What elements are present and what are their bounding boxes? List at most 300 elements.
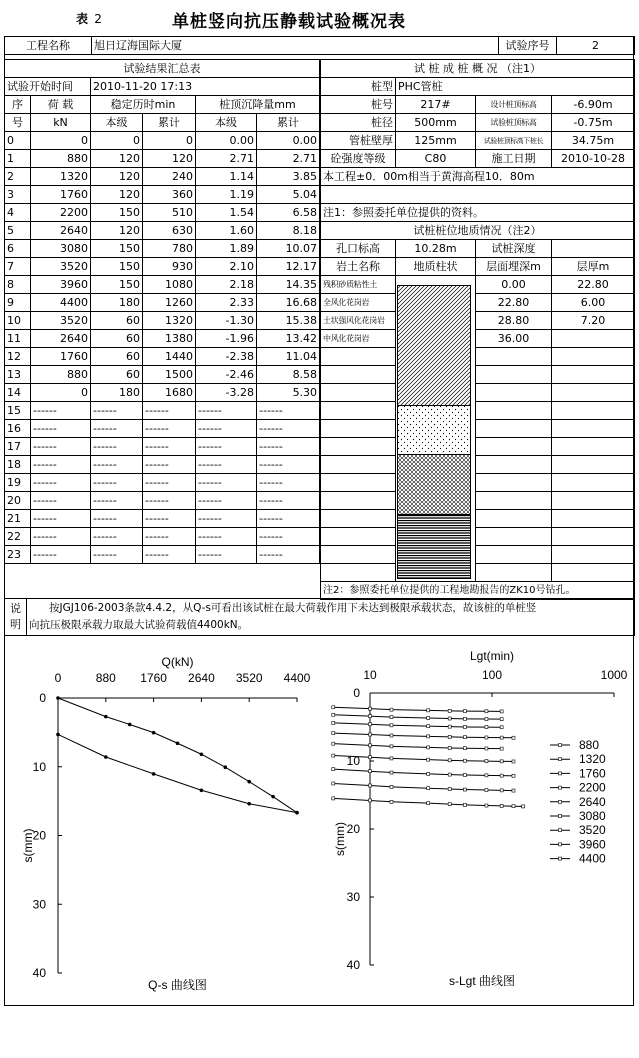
geo-cell <box>552 384 635 402</box>
table-cell: -3.28 <box>196 384 257 402</box>
legend-label: 3960 <box>579 837 606 852</box>
table-cell: 5 <box>5 222 31 240</box>
table-cell: 2.71 <box>257 150 320 168</box>
table-label-text: 表 <box>76 12 89 26</box>
table-cell: ------ <box>143 456 196 474</box>
table-cell: 1.60 <box>196 222 257 240</box>
table-cell: ------ <box>143 510 196 528</box>
data-point-880 <box>427 709 430 712</box>
table-cell: ------ <box>91 492 143 510</box>
table-cell: ------ <box>91 420 143 438</box>
data-point-880 <box>485 710 488 713</box>
table-cell: ------ <box>257 528 320 546</box>
table-row <box>5 168 320 186</box>
table-cell: 0 <box>31 384 91 402</box>
layer-name: 中风化花岗岩 <box>321 330 396 348</box>
data-point-2200 <box>485 736 488 739</box>
table-cell: ------ <box>31 528 91 546</box>
legend-label: 3080 <box>579 809 606 823</box>
data-point-unloading <box>247 802 251 806</box>
table-cell: ------ <box>91 438 143 456</box>
table-cell: 1760 <box>31 348 91 366</box>
table-row <box>5 222 320 240</box>
table-cell: ------ <box>257 420 320 438</box>
pile-length-value: 34.75m <box>552 132 635 150</box>
table-cell: 19 <box>5 474 31 492</box>
table-cell: 22 <box>5 528 31 546</box>
data-point-3080 <box>463 759 466 762</box>
geo-row <box>321 546 635 564</box>
geo-row <box>321 384 635 402</box>
table-cell: ------ <box>31 510 91 528</box>
legend-marker <box>559 800 562 803</box>
pile-type-label: 桩型 <box>321 78 396 96</box>
x-tick-label: 10 <box>363 668 377 682</box>
data-point-3520 <box>369 770 372 773</box>
table-cell: 2.33 <box>196 294 257 312</box>
table-cell: 1760 <box>31 186 91 204</box>
data-point-1320 <box>463 717 466 720</box>
series-line-880 <box>333 707 501 711</box>
data-point-1320 <box>500 718 503 721</box>
design-top-value: -6.90m <box>552 96 635 114</box>
legend-marker <box>559 815 562 818</box>
data-point-3520 <box>500 774 503 777</box>
geo-cell <box>552 546 635 564</box>
layer-name: 全风化花岗岩 <box>321 294 396 312</box>
table-cell: 0 <box>31 132 91 150</box>
data-point-880 <box>390 708 393 711</box>
legend-label: 4400 <box>579 851 606 866</box>
table-cell: ------ <box>257 492 320 510</box>
table-cell: ------ <box>257 402 320 420</box>
table-cell: -1.30 <box>196 312 257 330</box>
remark-text-1: 按JGJ106-2003条款4.4.2，从Q-s可看出该试桩在最大荷载作用下未达到极限承载状态，故该桩的单桩竖 <box>49 602 537 614</box>
col-soil-name: 岩土名称 <box>321 258 396 276</box>
geo-row <box>321 474 635 492</box>
x-tick-label: 4400 <box>283 671 311 685</box>
table-cell: 2.18 <box>196 276 257 294</box>
test-depth-label: 试桩深度 <box>476 240 552 258</box>
pile-dia-label: 桩径 <box>321 114 396 132</box>
table-cell: 14 <box>5 384 31 402</box>
table-cell: 2640 <box>31 330 91 348</box>
test-seq-label: 试验序号 <box>499 37 557 55</box>
table-row <box>5 420 320 438</box>
data-point-3080 <box>369 756 372 759</box>
data-point-880 <box>448 709 451 712</box>
col-settle-cum: 累计 <box>257 114 320 132</box>
legend-marker <box>559 772 562 775</box>
table-cell: 60 <box>91 330 143 348</box>
remark-text-2: 向抗压极限承载力取最大试验荷载值4400kN。 <box>29 619 249 631</box>
data-point-unloading <box>56 733 60 737</box>
layer-thick <box>552 330 635 348</box>
table-cell: 3520 <box>31 258 91 276</box>
data-point-3960 <box>512 789 515 792</box>
geo-row <box>321 402 635 420</box>
blank-row <box>321 186 635 204</box>
table-cell: ------ <box>31 546 91 564</box>
y-tick-label: 30 <box>346 890 360 904</box>
geo-cell <box>321 420 396 438</box>
geo-body <box>321 276 635 582</box>
data-point-loading <box>128 723 132 727</box>
data-point-2640 <box>500 747 503 750</box>
table-cell: 510 <box>143 204 196 222</box>
geo-cell <box>321 456 396 474</box>
series-line-1320 <box>333 715 501 719</box>
y-axis-label: s(mm) <box>21 828 35 863</box>
geology-column <box>397 285 471 579</box>
table-cell: 15.38 <box>257 312 320 330</box>
table-cell: 0.00 <box>257 132 320 150</box>
geo-row <box>321 348 635 366</box>
table-cell: 930 <box>143 258 196 276</box>
table-row <box>5 384 320 402</box>
table-row <box>5 312 320 330</box>
data-point-3520 <box>463 774 466 777</box>
geo-cell <box>321 384 396 402</box>
table-cell: 60 <box>91 312 143 330</box>
data-point-2640 <box>427 746 430 749</box>
pile-table <box>320 59 635 600</box>
legend-marker <box>559 857 562 860</box>
table-cell: ------ <box>143 420 196 438</box>
col-seq-bottom: 号 <box>5 114 31 132</box>
pile-type-value: PHC管桩 <box>396 78 635 96</box>
table-cell: 8 <box>5 276 31 294</box>
x-axis-label: Lgt(min) <box>469 649 515 663</box>
data-point-4400 <box>390 800 393 803</box>
geo-cell <box>552 492 635 510</box>
table-cell: 1.19 <box>196 186 257 204</box>
start-time-value: 2010-11-20 17:13 <box>91 78 320 96</box>
table-row <box>5 330 320 348</box>
legend-marker <box>559 829 562 832</box>
geo-cell <box>476 366 552 384</box>
table-row <box>5 366 320 384</box>
data-point-2640 <box>369 744 372 747</box>
geo-cell <box>476 546 552 564</box>
summary-title: 试验结果汇总表 <box>5 60 320 78</box>
table-cell: 6 <box>5 240 31 258</box>
x-tick-label: 3520 <box>235 671 263 685</box>
data-point-4400 <box>463 803 466 806</box>
data-point-unloading <box>295 811 299 815</box>
table-cell: 11.04 <box>257 348 320 366</box>
x-tick-label: 880 <box>95 671 116 685</box>
data-point-3960 <box>332 782 335 785</box>
geo-cell <box>476 474 552 492</box>
table-cell: 240 <box>143 168 196 186</box>
data-point-1320 <box>332 713 335 716</box>
data-point-1320 <box>369 715 372 718</box>
col-time-this: 本级 <box>91 114 143 132</box>
table-row <box>5 546 320 564</box>
table-row <box>5 492 320 510</box>
geo-row <box>321 330 635 348</box>
geo-cell <box>321 528 396 546</box>
series-line-loading <box>58 698 297 813</box>
table-cell: 4400 <box>31 294 91 312</box>
table-cell: 5.04 <box>257 186 320 204</box>
table-cell: ------ <box>196 438 257 456</box>
legend-label: 2640 <box>579 794 606 809</box>
geo-cell <box>552 366 635 384</box>
table-cell: 0 <box>143 132 196 150</box>
table-cell: 3080 <box>31 240 91 258</box>
geo-cell <box>321 348 396 366</box>
pile-title: 试 桩 成 桩 概 况 （注1） <box>321 60 635 78</box>
table-cell: ------ <box>91 474 143 492</box>
table-cell: ------ <box>257 438 320 456</box>
data-point-1760 <box>463 726 466 729</box>
table-cell: 23 <box>5 546 31 564</box>
table-cell: 1320 <box>143 312 196 330</box>
layer-top: 0.00 <box>476 276 552 294</box>
data-point-3080 <box>332 754 335 757</box>
geo-cell <box>476 510 552 528</box>
data-point-4400 <box>485 804 488 807</box>
table-cell: 12 <box>5 348 31 366</box>
table-cell: ------ <box>257 456 320 474</box>
table-cell: 180 <box>91 384 143 402</box>
data-point-3960 <box>500 789 503 792</box>
geo-row <box>321 510 635 528</box>
table-cell: 8.58 <box>257 366 320 384</box>
data-point-loading <box>176 741 180 745</box>
note-1: 注1：参照委托单位提供的资料。 <box>321 204 635 222</box>
data-point-3960 <box>448 788 451 791</box>
series-line-2640 <box>333 744 501 749</box>
geo-row <box>321 456 635 474</box>
hole-elev-value: 10.28m <box>396 240 476 258</box>
table-cell: 1.14 <box>196 168 257 186</box>
test-seq-value: 2 <box>557 37 635 55</box>
geo-cell <box>552 438 635 456</box>
data-point-3960 <box>463 788 466 791</box>
layer-strong-weathered <box>398 455 471 515</box>
geo-title: 试桩桩位地质情况（注2） <box>321 222 635 240</box>
table-cell: 2.10 <box>196 258 257 276</box>
table-cell: 1680 <box>143 384 196 402</box>
data-point-3080 <box>390 757 393 760</box>
pile-length-label: 试验桩顶标高下桩长 <box>476 132 552 150</box>
table-cell: 17 <box>5 438 31 456</box>
table-cell: 14.35 <box>257 276 320 294</box>
table-cell: ------ <box>31 402 91 420</box>
data-point-3080 <box>512 760 515 763</box>
chart-title: Q-s 曲线图 <box>148 978 207 992</box>
table-cell: 9 <box>5 294 31 312</box>
note-2: 注2：参照委托单位提供的工程地勘报告的ZK10号钻孔。 <box>321 582 635 600</box>
data-point-880 <box>332 706 335 709</box>
table-cell: ------ <box>196 474 257 492</box>
data-point-3520 <box>512 774 515 777</box>
table-cell: 1320 <box>31 168 91 186</box>
x-tick-label: 2640 <box>188 671 215 685</box>
x-tick-label: 1760 <box>140 671 167 685</box>
geo-cell <box>552 402 635 420</box>
table-cell: 2640 <box>31 222 91 240</box>
table-cell: ------ <box>196 510 257 528</box>
geo-cell <box>476 528 552 546</box>
layer-name: 土状强风化花岗岩 <box>321 312 396 330</box>
table-cell: 120 <box>91 222 143 240</box>
data-point-unloading <box>200 788 204 792</box>
table-cell: 360 <box>143 186 196 204</box>
table-row <box>5 150 320 168</box>
data-point-1760 <box>485 726 488 729</box>
table-row <box>5 402 320 420</box>
geo-cell <box>476 348 552 366</box>
table-cell: 60 <box>91 348 143 366</box>
table-cell: ------ <box>196 420 257 438</box>
geo-cell <box>321 366 396 384</box>
geo-cell <box>321 492 396 510</box>
table-cell: 1.89 <box>196 240 257 258</box>
table-number: 2 <box>94 12 102 26</box>
data-point-4400 <box>522 805 525 808</box>
geo-cell <box>476 564 552 582</box>
page-title: 单桩竖向抗压静载试验概况表 <box>172 12 406 32</box>
table-row <box>5 132 320 150</box>
table-cell: ------ <box>143 474 196 492</box>
table-cell: 2 <box>5 168 31 186</box>
table-cell: 12.17 <box>257 258 320 276</box>
table-cell: 880 <box>31 366 91 384</box>
data-point-3080 <box>485 760 488 763</box>
x-tick-label: 100 <box>481 668 503 682</box>
data-point-880 <box>369 707 372 710</box>
y-tick-label: 30 <box>32 897 46 912</box>
data-point-2200 <box>369 733 372 736</box>
x-axis-label: Q(kN) <box>161 655 194 669</box>
data-point-3960 <box>427 787 430 790</box>
geo-row <box>321 312 635 330</box>
col-load-top: 荷 载 <box>31 96 91 114</box>
geo-cell <box>552 510 635 528</box>
table-cell: 3 <box>5 186 31 204</box>
geo-cell <box>321 438 396 456</box>
test-top-label: 试验桩顶标高 <box>476 114 552 132</box>
table-cell: 630 <box>143 222 196 240</box>
geo-cell <box>476 438 552 456</box>
data-point-3960 <box>485 789 488 792</box>
table-cell: ------ <box>91 402 143 420</box>
design-top-label: 设计桩顶标高 <box>476 96 552 114</box>
table-cell: ------ <box>91 546 143 564</box>
data-point-2200 <box>332 732 335 735</box>
table-cell: ------ <box>257 546 320 564</box>
geo-row <box>321 294 635 312</box>
data-point-2200 <box>512 736 515 739</box>
table-row <box>5 258 320 276</box>
table-cell: 10 <box>5 312 31 330</box>
geo-cell <box>321 474 396 492</box>
table-cell: 1.54 <box>196 204 257 222</box>
table-cell: ------ <box>31 420 91 438</box>
geo-cell <box>552 528 635 546</box>
data-point-4400 <box>369 799 372 802</box>
chart-title: s-Lgt 曲线图 <box>448 974 516 988</box>
table-cell: 180 <box>91 294 143 312</box>
table-row <box>5 204 320 222</box>
table-cell: -1.96 <box>196 330 257 348</box>
data-point-2200 <box>500 736 503 739</box>
data-point-2640 <box>332 742 335 745</box>
data-point-unloading <box>104 755 108 759</box>
col-seq-top: 序 <box>5 96 31 114</box>
col-settle-this: 本级 <box>196 114 257 132</box>
table-cell: 10.07 <box>257 240 320 258</box>
table-cell: 120 <box>91 186 143 204</box>
remark-row <box>4 598 635 636</box>
legend-label: 2200 <box>579 780 606 795</box>
data-point-loading <box>200 752 204 756</box>
remark-label-2: 明 <box>10 618 21 631</box>
data-point-loading <box>224 765 228 769</box>
geo-row <box>321 438 635 456</box>
data-point-3960 <box>390 785 393 788</box>
geo-cell <box>321 546 396 564</box>
col-layer-thick: 层厚m <box>552 258 635 276</box>
geo-cell <box>552 456 635 474</box>
table-cell: ------ <box>196 456 257 474</box>
table-cell: 2200 <box>31 204 91 222</box>
table-cell: 4 <box>5 204 31 222</box>
layer-top: 36.00 <box>476 330 552 348</box>
data-point-unloading <box>152 772 156 776</box>
col-layer-top: 层面埋深m <box>476 258 552 276</box>
legend-marker <box>559 843 562 846</box>
data-point-loading <box>104 715 108 719</box>
col-time-cum: 累计 <box>143 114 196 132</box>
project-row <box>4 36 635 55</box>
table-cell: 150 <box>91 258 143 276</box>
legend-marker <box>559 758 562 761</box>
table-cell: 6.58 <box>257 204 320 222</box>
table-cell: 0 <box>5 132 31 150</box>
table-cell: -2.46 <box>196 366 257 384</box>
table-cell: 780 <box>143 240 196 258</box>
series-line-1760 <box>333 723 501 727</box>
table-cell: ------ <box>257 510 320 528</box>
col-settle-top: 桩顶沉降量mm <box>196 96 320 114</box>
geo-row <box>321 528 635 546</box>
table-cell: ------ <box>91 528 143 546</box>
y-tick-label: 10 <box>32 759 46 774</box>
table-cell: ------ <box>196 546 257 564</box>
table-cell: 20 <box>5 492 31 510</box>
table-row <box>5 438 320 456</box>
data-point-4400 <box>500 804 503 807</box>
qs-chart <box>4 640 324 1005</box>
y-tick-label: 40 <box>346 958 360 972</box>
geo-cell <box>552 348 635 366</box>
col-geo-column: 地质柱状 <box>396 258 476 276</box>
data-point-2640 <box>463 747 466 750</box>
table-cell: 1440 <box>143 348 196 366</box>
table-cell: ------ <box>196 402 257 420</box>
table-cell: ------ <box>257 474 320 492</box>
y-tick-label: 20 <box>32 828 46 843</box>
data-point-880 <box>463 710 466 713</box>
hole-elev-label: 孔口标高 <box>321 240 396 258</box>
table-row <box>5 348 320 366</box>
table-row <box>5 474 320 492</box>
